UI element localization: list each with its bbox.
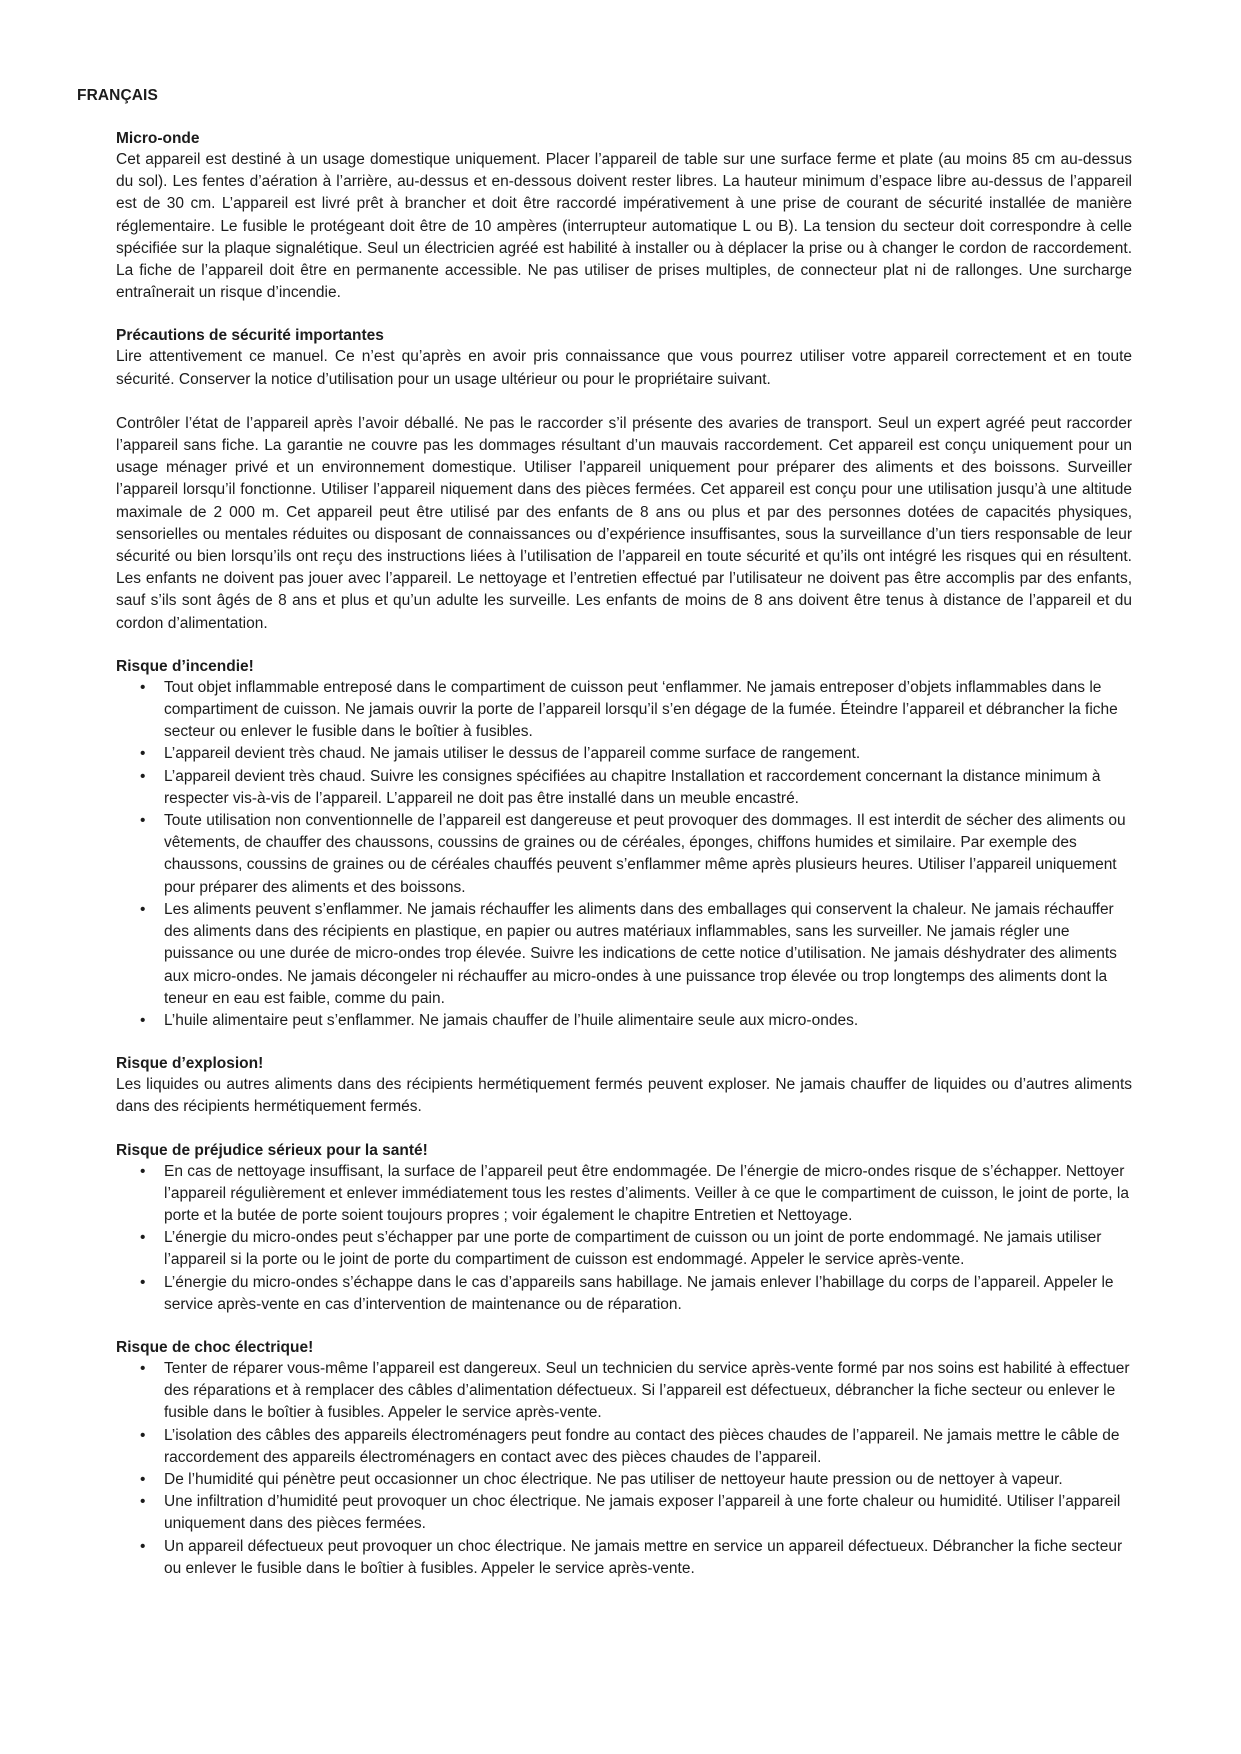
bullet-icon: •: [140, 767, 146, 785]
paragraph: Lire attentivement ce manuel. Ce n’est qu’après en avoir pris connaissance que vous pourrez utiliser votre appareil correctement et en toute sécurité. Conserver la notice d’utilisation pour un usage ultérieur ou pour le propriétaire suivant.: [116, 348, 1132, 388]
section-title: Précautions de sécurité importantes: [116, 327, 384, 345]
section-title: Risque d’explosion!: [116, 1055, 264, 1073]
section-health-risk: [116, 1141, 1132, 1316]
list-item-text: L’énergie du micro-ondes peut s’échapper par une porte de compartiment de cuisson ou un joint de porte endommagé. Ne jamais utiliser l’appareil si la porte ou le joint de porte du compartiment de cuisson est endommagé. Appeler le service après-vente.: [164, 1229, 1102, 1269]
list-item-text: L’appareil devient très chaud. Ne jamais utiliser le dessus de l’appareil comme surface de rangement.: [164, 745, 861, 763]
paragraph: Cet appareil est destiné à un usage domestique uniquement. Placer l’appareil de table sur une surface ferme et plate (au moins 85 cm au-dessus du sol). Les fentes d’aération à l’arrière, au-dessus et en-dessous doivent rester libres. La hauteur minimum d’espace libre au-dessus de l’appareil est de 30 cm. L’appareil est livré prêt à brancher et doit être raccordé impérativement à une prise de courant de sécurité installée de manière réglementaire. Le fusible le protégeant doit être de 10 ampères (interrupteur automatique L ou B). La tension du secteur doit correspondre à celle spécifiée sur la plaque signalétique. Seul un électricien agréé est habilité à installer ou à déplacer la prise ou à changer le cordon de raccordement. La fiche de l’appareil doit être en permanente accessible. Ne pas utiliser de prises multiples, de connecteur plat ni de rallonges. Une surcharge entraînerait un risque d’incendie.: [116, 151, 1132, 302]
bullet-icon: •: [140, 1537, 146, 1555]
bullet-icon: •: [140, 678, 146, 696]
list-item: [116, 743, 1132, 765]
bullet-icon: •: [140, 1470, 146, 1488]
list-item: [116, 1010, 1132, 1032]
list-item: [116, 1358, 1132, 1425]
section-explosion-risk: [116, 1054, 1132, 1118]
list-item: [116, 1161, 1132, 1228]
paragraph: Les liquides ou autres aliments dans des récipients hermétiquement fermés peuvent exploser. Ne jamais chauffer de liquides ou d’autres aliments dans des récipients hermétiquement fermés.: [116, 1076, 1132, 1116]
bullet-icon: •: [140, 1229, 146, 1247]
bullet-icon: •: [140, 1162, 146, 1180]
list-item: [116, 1469, 1132, 1491]
section-title: Micro-onde: [116, 130, 200, 147]
list-item: [116, 677, 1132, 744]
bullet-icon: •: [140, 812, 146, 830]
section-title: Risque de préjudice sérieux pour la santé!: [116, 1141, 428, 1159]
list-item-text: Un appareil défectueux peut provoquer un choc électrique. Ne jamais mettre en service un appareil défectueux. Débrancher la fiche secteur ou enlever le fusible dans le boîtier à fusibles. Appeler le service après-vente.: [164, 1537, 1123, 1577]
list-item: [116, 1491, 1132, 1535]
bullet-list: [116, 1358, 1132, 1580]
bullet-icon: •: [140, 1011, 146, 1029]
bullet-icon: •: [140, 1359, 146, 1377]
list-item: [116, 1425, 1132, 1469]
list-item-text: Toute utilisation non conventionnelle de l’appareil est dangereuse et peut provoquer des dommages. Il est interdit de sécher des aliments ou vêtements, de chauffer des chaussons, coussins de graines ou de céréales, éponges, chiffons humides et similaire. Par exemple des chaussons, coussins de graines ou de céréales chauffés peuvent s’enflammer même après plusieurs heures. Utiliser l’appareil uniquement pour préparer des aliments et des boissons.: [164, 812, 1126, 896]
bullet-icon: •: [140, 1273, 146, 1291]
bullet-icon: •: [140, 900, 146, 918]
section-fire-risk: [116, 657, 1132, 1032]
list-item-text: L’énergie du micro-ondes s’échappe dans le cas d’appareils sans habillage. Ne jamais enlever l’habillage du corps de l’appareil. Appeler le service après-vente en cas d’intervention de maintenance ou de réparation.: [164, 1273, 1114, 1313]
section-micro-onde: [116, 129, 1132, 304]
section-electric-shock-risk: [116, 1338, 1132, 1580]
section-title: Risque d’incendie!: [116, 657, 254, 675]
list-item-text: Tenter de réparer vous-même l’appareil est dangereux. Seul un technicien du service après-vente formé par nos soins est habilité à effectuer des réparations et à remplacer des câbles d’alimentation défectueux. Si l’appareil est défectueux, débrancher la fiche secteur ou enlever le fusible dans le boîtier à fusibles. Appeler le service après-vente.: [164, 1359, 1130, 1422]
list-item: [116, 1227, 1132, 1271]
paragraph: Contrôler l’état de l’appareil après l’avoir déballé. Ne pas le raccorder s’il présente des avaries de transport. Seul un expert agréé peut raccorder l’appareil sans fiche. La garantie ne couvre pas les dommages résultant d’un mauvais raccordement. Cet appareil est conçu uniquement pour un usage ménager privé et un environnement domestique. Utiliser l’appareil uniquement pour préparer des aliments et des boissons. Surveiller l’appareil lorsqu’il fonctionne. Utiliser l’appareil niquement dans des pièces fermées. Cet appareil est conçu pour une utilisation jusqu’à une altitude maximale de 2 000 m. Cet appareil peut être utilisé par des enfants de 8 ans ou plus et par des personnes dotées de capacités physiques, sensorielles ou mentales réduites ou disposant de connaissances ou d’expérience insuffisantes, sous la surveillance d’un tiers responsable de leur sécurité ou bien lorsqu’ils ont reçu des instructions liées à l’utilisation de l’appareil en toute sécurité et qu’ils ont intégré les risques qui en résultent. Les enfants ne doivent pas jouer avec l’appareil. Le nettoyage et l’entretien effectué par l’utilisateur ne doivent pas être accomplis par des enfants, sauf s’ils sont âgés de 8 ans et plus et qu’un adulte les surveille. Les enfants de moins de 8 ans doivent être tenus à distance de l’appareil et du cordon d’alimentation.: [116, 414, 1132, 632]
list-item: [116, 1536, 1132, 1580]
list-item: [116, 810, 1132, 899]
list-item-text: Les aliments peuvent s’enflammer. Ne jamais réchauffer les aliments dans des emballages qui conservent la chaleur. Ne jamais réchauffer des aliments dans des récipients en plastique, en papier ou autres matériaux inflammables, sans les surveiller. Ne jamais régler une puissance ou une durée de micro-ondes trop élevée. Suivre les indications de cette notice d’utilisation. Ne jamais déshydrater des aliments aux micro-ondes. Ne jamais décongeler ni réchauffer au micro-ondes à une puissance trop élevée ou trop longtemps des aliments dont la teneur en eau est faible, comme du pain.: [164, 900, 1117, 1007]
list-item-text: De l’humidité qui pénètre peut occasionner un choc électrique. Ne pas utiliser de nettoyeur haute pression ou de nettoyer à vapeur.: [164, 1470, 1063, 1488]
language-heading: FRANÇAIS: [77, 87, 158, 104]
list-item: [116, 899, 1132, 1010]
list-item-text: En cas de nettoyage insuffisant, la surface de l’appareil peut être endommagée. De l’énergie de micro-ondes risque de s’échapper. Nettoyer l’appareil régulièrement et enlever immédiatement tous les restes d’aliments. Veiller à ce que le compartiment de cuisson, le joint de porte, la porte et la butée de porte soient toujours propres ; voir également le chapitre Entretien et Nettoyage.: [164, 1162, 1129, 1224]
list-item: [116, 1272, 1132, 1316]
section-safety-precautions: [116, 326, 1132, 634]
bullet-icon: •: [140, 1493, 146, 1511]
section-title: Risque de choc électrique!: [116, 1338, 314, 1356]
list-item-text: Une infiltration d’humidité peut provoquer un choc électrique. Ne jamais exposer l’appareil à une forte chaleur ou humidité. Utiliser l’appareil uniquement dans des pièces fermées.: [164, 1493, 1121, 1533]
list-item: [116, 766, 1132, 810]
bullet-list: [116, 677, 1132, 1032]
list-item-text: L’appareil devient très chaud. Suivre les consignes spécifiées au chapitre Installation et raccordement concernant la distance minimum à respecter vis-à-vis de l’appareil. L’appareil ne doit pas être installé dans un meuble encastré.: [164, 767, 1101, 807]
list-item-text: L’isolation des câbles des appareils électroménagers peut fondre au contact des pièces chaudes de l’appareil. Ne jamais mettre le câble de raccordement des appareils électroménagers en contact avec des pièces chaudes de l’appareil.: [164, 1426, 1120, 1466]
list-item-text: L’huile alimentaire peut s’enflammer. Ne jamais chauffer de l’huile alimentaire seule aux micro-ondes.: [164, 1011, 859, 1029]
manual-content: [116, 129, 1132, 1602]
bullet-list: [116, 1161, 1132, 1316]
list-item-text: Tout objet inflammable entreposé dans le compartiment de cuisson peut ‘enflammer. Ne jamais entreposer d’objets inflammables dans le compartiment de cuisson. Ne jamais ouvrir la porte de l’appareil lorsqu’il s’en dégage de la fumée. Éteindre l’appareil et débrancher la fiche secteur ou enlever le fusible dans le boîtier à fusibles.: [164, 678, 1118, 741]
bullet-icon: •: [140, 745, 146, 763]
bullet-icon: •: [140, 1426, 146, 1444]
